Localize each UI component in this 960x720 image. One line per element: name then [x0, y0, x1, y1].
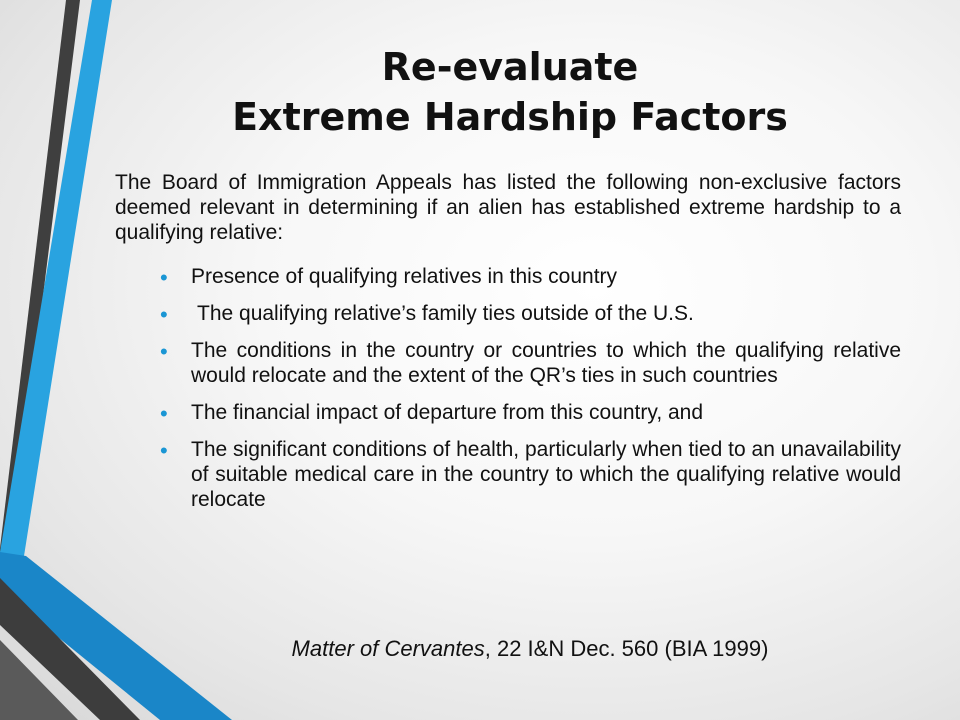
bullet-icon: •: [160, 438, 168, 463]
list-item-text: The financial impact of departure from this country, and: [191, 401, 704, 424]
intro-paragraph: The Board of Immigration Appeals has listed the following non-exclusive factors deemed relevant in determining if an alien has established extreme hardship to a qualifying relative:: [115, 171, 901, 244]
list-item-text: The qualifying relative’s family ties outside of the U.S.: [197, 302, 694, 325]
bullet-icon: •: [160, 265, 168, 290]
list-item: [160, 301, 901, 326]
list-item: [160, 437, 901, 512]
citation-reference: , 22 I&N Dec. 560 (BIA 1999): [484, 636, 769, 661]
citation: [150, 635, 910, 663]
stripe-blue-top: [0, 0, 112, 556]
slide-title: [110, 42, 910, 142]
list-item: [160, 400, 901, 425]
list-item-text: Presence of qualifying relatives in this country: [191, 265, 618, 288]
title-line-2: Extreme Hardship Factors: [232, 95, 788, 139]
stripe-gray-bottom: [0, 578, 140, 720]
bullet-icon: •: [160, 401, 168, 426]
list-item: [160, 264, 901, 289]
stripe-light-bottom: [0, 640, 78, 720]
list-item-text: The significant conditions of health, particularly when tied to an unavailability of suitable medical care in the country to which the qualifying relative would relocate: [191, 438, 901, 511]
list-item-text: The conditions in the country or countries to which the qualifying relative would relocate and the extent of the QR’s ties in such countries: [191, 339, 901, 387]
factor-list: [160, 264, 901, 524]
bullet-icon: •: [160, 302, 168, 327]
bullet-icon: •: [160, 339, 168, 364]
list-item: [160, 338, 901, 388]
title-line-1: Re-evaluate: [381, 45, 639, 89]
stripe-gray-top: [0, 0, 80, 560]
citation-case-name: Matter of Cervantes: [291, 636, 485, 661]
